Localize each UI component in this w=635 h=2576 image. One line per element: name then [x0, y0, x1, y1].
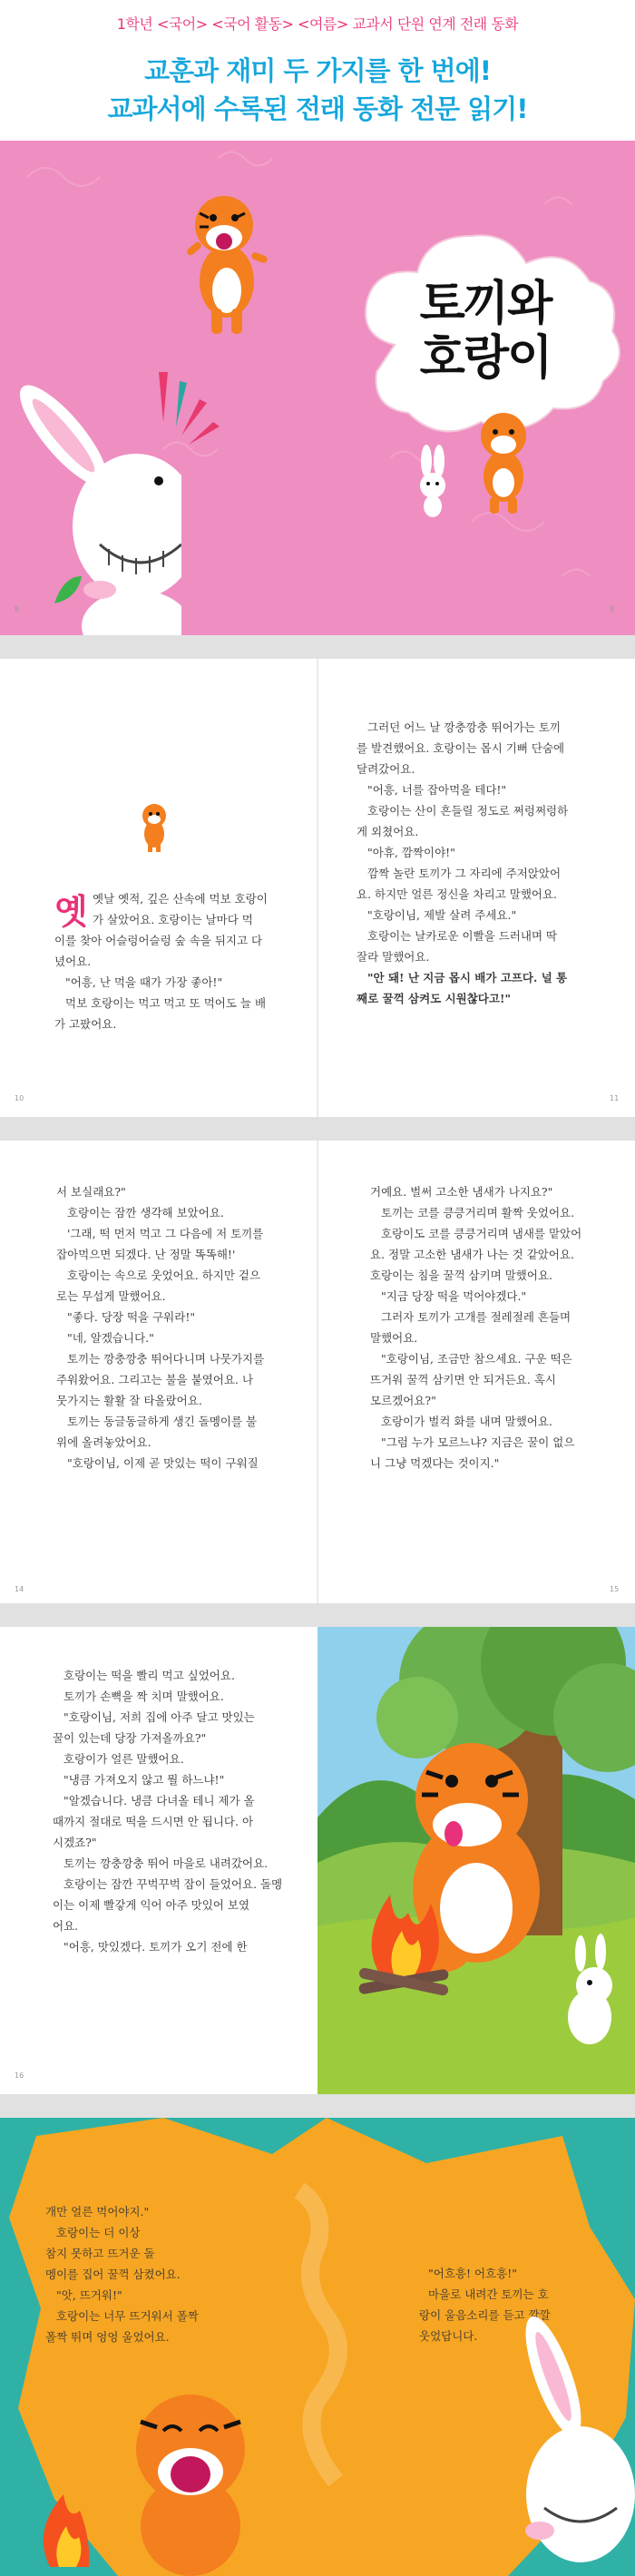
leaf-icon — [50, 572, 86, 608]
text-line: "지금 당장 떡을 먹어야겠다." — [381, 1289, 527, 1303]
text-line: "그럼 누가 모르느냐? 지금은 꿀이 없으 — [381, 1435, 575, 1449]
text-line: 말했어요. — [370, 1331, 418, 1345]
text-line: 그러던 어느 날 깡충깡충 뛰어가는 토끼 — [367, 720, 562, 734]
tiger-campfire-illustration — [318, 1627, 635, 2094]
page-number-left: 14 — [15, 1585, 24, 1593]
page-divider — [0, 2094, 635, 2118]
text-line: "어흥, 맛있겠다. 토끼가 오기 전에 한 — [64, 1940, 248, 1954]
text-line: 서 보실래요?" — [56, 1185, 126, 1199]
crying-tiger-illustration — [109, 2376, 272, 2576]
story-spread-5 — [0, 2118, 635, 2576]
text-line: 호랑이는 잠깐 생각해 보았어요. — [67, 1206, 224, 1219]
cover-title — [349, 277, 621, 386]
page-divider — [0, 635, 635, 659]
text-line: "어흥, 너를 잡아먹을 테다!" — [367, 783, 507, 797]
text-line: 잘라 말했어요. — [357, 950, 430, 964]
tiger-illustration — [168, 181, 286, 336]
header-line1: 교훈과 재미 두 가지를 한 번에! — [144, 55, 491, 86]
text-line: 토끼는 동글동글하게 생긴 돌멩이를 불 — [67, 1415, 258, 1428]
page-fold — [317, 659, 318, 1117]
text-line: "호랑이님, 저희 집에 아주 달고 맛있는 — [64, 1710, 255, 1724]
text-line: 개만 얼른 먹어야지." — [45, 2205, 150, 2218]
text-line: 멩이를 집어 꿀꺽 삼켰어요. — [45, 2267, 181, 2281]
text-line: "아휴, 깜짝이야!" — [367, 846, 455, 859]
text-line: 토끼는 코를 킁킁거리며 활짝 웃었어요. — [381, 1206, 575, 1219]
text-line: 호랑이는 속으로 웃었어요. 하지만 겉으 — [67, 1268, 261, 1282]
small-tiger-icon — [132, 799, 177, 854]
laughing-rabbit-illustration — [490, 2304, 635, 2576]
text-line: 호랑이는 침을 꿀꺽 삼키며 말했어요. — [370, 1268, 552, 1282]
text-line: "알겠습니다. 냉큼 다녀올 테니 제가 올 — [64, 1794, 255, 1807]
page-divider — [0, 1603, 635, 1627]
small-tiger-illustration — [454, 399, 553, 517]
header-line2: 교과서에 수록된 전래 동화 전문 읽기! — [107, 93, 528, 124]
cover-title-line1: 토끼와 — [419, 277, 552, 331]
story-spread-4 — [0, 1627, 635, 2094]
text-line: 호랑이도 코를 킁킁거리며 냄새를 맡았어 — [381, 1227, 582, 1240]
text-line: 게 외쳤어요. — [357, 825, 419, 838]
fire-illustration — [32, 2490, 104, 2571]
story-text-left — [45, 2201, 199, 2347]
text-line: 호랑이는 날카로운 이빨을 드러내며 딱 — [367, 929, 558, 943]
story-text-left — [54, 888, 268, 1034]
text-line: 랑이 울음소리를 듣고 깔깔 — [419, 2308, 551, 2322]
text-line: 이는 이제 빨갛게 익어 아주 맛있어 보였 — [53, 1898, 250, 1912]
text-line: 주워왔어요. 그리고는 불을 붙였어요. 나 — [56, 1373, 254, 1386]
text-line: 옛날 옛적, 깊은 산속에 먹보 호랑이 — [93, 892, 268, 906]
page-number-right: 11 — [610, 1094, 620, 1102]
story-text-right — [357, 717, 568, 1009]
text-line: 마을로 내려간 토끼는 호 — [428, 2287, 549, 2301]
story-spread-3 — [0, 1141, 635, 1603]
text-line: 이를 찾아 어슬렁어슬렁 숲 속을 뒤지고 다 — [54, 934, 263, 947]
text-line: 호랑이는 너무 뜨거워서 폴짝 — [56, 2309, 199, 2323]
drop-cap: 옛 — [54, 891, 88, 932]
text-line: 모르겠어요?" — [370, 1394, 436, 1407]
text-line: 토끼가 손뼉을 짝 치며 말했어요. — [64, 1690, 224, 1703]
text-line: 토끼는 깡충깡충 뛰어 마을로 내려갔어요. — [64, 1856, 269, 1870]
text-line: 참지 못하고 뜨거운 돌 — [45, 2247, 155, 2260]
text-line: 달려갔어요. — [357, 762, 415, 776]
text-line: "안 돼! 난 지금 몹시 배가 고프다. 널 통 — [367, 971, 568, 984]
small-rabbit-illustration — [410, 445, 455, 517]
text-line: 가 살았어요. 호랑이는 날마다 먹 — [93, 913, 253, 926]
story-text-right — [370, 1181, 581, 1474]
text-line: 꿀이 있는데 당장 가져올까요?" — [53, 1731, 207, 1745]
text-line: "호랑이님, 제발 살려 주세요." — [367, 908, 517, 922]
text-line: "앗, 뜨거워!" — [56, 2288, 122, 2302]
page-number-right: 15 — [610, 1585, 620, 1593]
text-line: "호랑이님, 조금만 참으세요. 구운 떡은 — [381, 1352, 572, 1366]
text-line: 를 발견했어요. 호랑이는 몹시 기뻐 단숨에 — [357, 741, 565, 755]
text-line: "좋다. 당장 떡을 구워라!" — [67, 1310, 196, 1324]
text-line: 호랑이가 얼른 말했어요. — [64, 1752, 184, 1766]
text-line: 뜨거워 꿀꺽 삼키면 안 되거든요. 혹시 — [370, 1373, 556, 1386]
text-line: 요. 정말 고소한 냄새가 나는 것 같았어요. — [370, 1248, 574, 1261]
text-line: 요. 하지만 얼른 정신을 차리고 말했어요. — [357, 887, 558, 901]
text-line: 호랑이는 잠깐 꾸벅꾸벅 잠이 들었어요. 돌멩 — [64, 1877, 283, 1891]
text-line: 호랑이는 산이 흔들릴 정도로 쩌렁쩌렁하 — [367, 804, 569, 818]
page-number-left: 8 — [15, 605, 20, 613]
rabbit-illustration — [0, 363, 181, 635]
text-line: 깜짝 놀란 토끼가 그 자리에 주저앉았어 — [367, 867, 562, 880]
text-line: "네, 알겠습니다." — [67, 1331, 154, 1345]
cover-title-line2: 호랑이 — [419, 331, 552, 386]
text-line: 호랑이가 벌컥 화를 내며 말했어요. — [381, 1415, 552, 1428]
page-divider — [0, 1117, 635, 1141]
text-line: 가 고팠어요. — [54, 1017, 117, 1031]
text-line: 로는 무섭게 말했어요. — [56, 1289, 166, 1303]
page-number-left: 10 — [15, 1094, 24, 1102]
text-line: 시겠죠?" — [53, 1836, 97, 1849]
page-number-right: 9 — [610, 605, 615, 613]
text-line: "어흐흥! 어흐흥!" — [428, 2267, 517, 2280]
text-line: 녔어요. — [54, 955, 92, 968]
text-line: 어요. — [53, 1919, 79, 1933]
text-line: 폴짝 뛰며 엉엉 울었어요. — [45, 2330, 170, 2344]
story-text-left — [56, 1181, 264, 1474]
page-number-left: 16 — [15, 2072, 24, 2080]
text-line: 호랑이는 떡을 빨리 먹고 싶었어요. — [64, 1669, 235, 1682]
story-spread-2 — [0, 659, 635, 1117]
text-line: 위에 올려놓았어요. — [56, 1435, 151, 1449]
text-line: 거예요. 벌써 고소한 냄새가 나지요?" — [370, 1185, 553, 1199]
text-line: 때까지 절대로 떡을 드시면 안 됩니다. 아 — [53, 1815, 254, 1828]
text-line: 뭇가지는 활활 잘 타올랐어요. — [56, 1394, 202, 1407]
text-line: '그래, 떡 먼저 먹고 그 다음에 저 토끼를 — [67, 1227, 264, 1240]
cover-spread — [0, 141, 635, 635]
text-line: 째로 꿀꺽 삼켜도 시원찮다고!" — [357, 992, 511, 1005]
text-line: "어흥, 난 먹을 때가 가장 좋아!" — [65, 975, 223, 989]
header — [0, 0, 635, 141]
text-line: "호랑이님, 이제 곧 맛있는 떡이 구워질 — [67, 1456, 259, 1470]
text-line: 웃었답니다. — [419, 2329, 478, 2343]
text-line: 니 그냥 먹겠다는 것이지." — [370, 1456, 500, 1470]
story-text-left — [53, 1665, 282, 1957]
header-subtitle: 1학년 <국어> <국어 활동> <여름> 교과서 단원 연계 전래 동화 — [116, 15, 519, 33]
text-line: "냉큼 가져오지 않고 뭘 하느냐!" — [64, 1773, 225, 1787]
text-line: 토끼는 깡충깡충 뛰어다니며 나뭇가지를 — [67, 1352, 265, 1366]
text-line: 먹보 호랑이는 먹고 먹고 또 먹어도 늘 배 — [65, 996, 267, 1010]
text-line: 호랑이는 더 이상 — [56, 2226, 141, 2239]
text-line: 잡아먹으면 되겠다. 난 정말 똑똑해!' — [56, 1248, 236, 1261]
page-fold — [317, 1141, 318, 1603]
text-line: 그러자 토끼가 고개를 절레절레 흔들며 — [381, 1310, 572, 1324]
